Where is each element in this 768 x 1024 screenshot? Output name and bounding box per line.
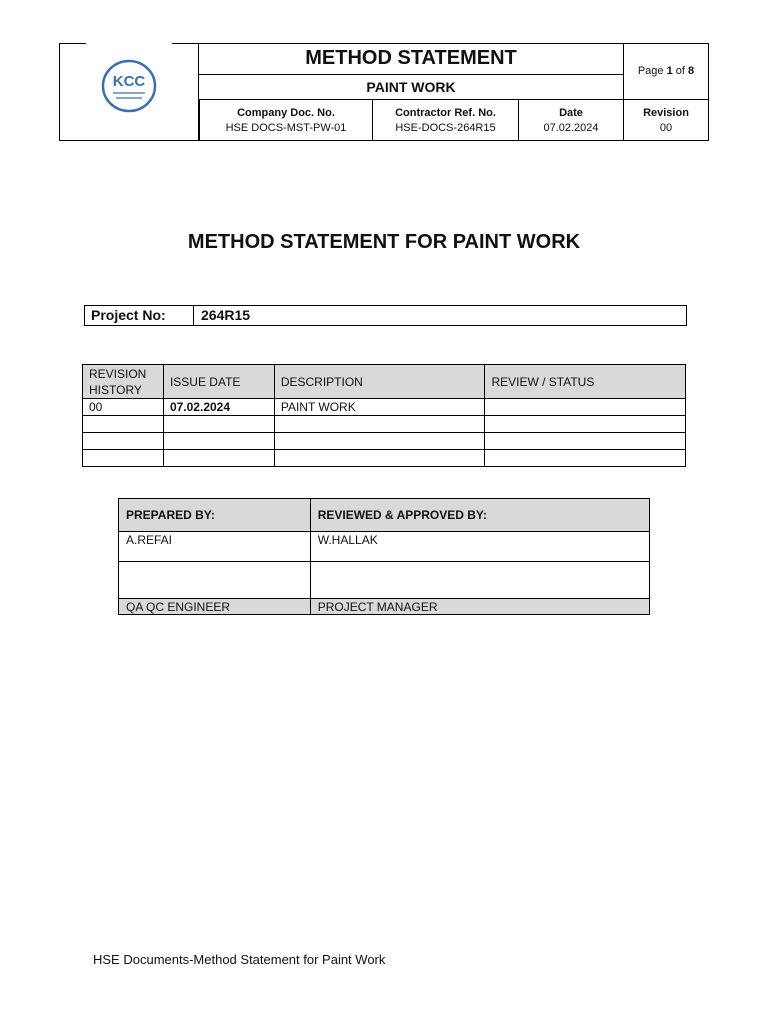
reviewed-by-label: REVIEWED & APPROVED BY: <box>310 499 649 532</box>
signoff-header-row <box>119 499 650 532</box>
table-cell: 00 <box>83 399 164 416</box>
table-row <box>83 433 686 450</box>
prepared-by-role: QA QC ENGINEER <box>119 599 311 615</box>
contractor-ref-label: Contractor Ref. No. <box>395 107 496 119</box>
header-description: DESCRIPTION <box>274 365 485 399</box>
reviewed-signature-cell <box>310 562 649 599</box>
table-cell <box>485 433 686 450</box>
header-issue-date: ISSUE DATE <box>163 365 274 399</box>
table-cell <box>83 450 164 467</box>
header-revision-history: REVISION HISTORY <box>83 365 164 399</box>
page-total: 8 <box>688 65 695 77</box>
table-cell <box>83 433 164 450</box>
table-cell <box>485 450 686 467</box>
date-value: 07.02.2024 <box>543 122 599 134</box>
revision-value: 00 <box>659 122 673 134</box>
table-header-row <box>83 365 686 399</box>
table-row <box>83 416 686 433</box>
document-header <box>59 43 709 141</box>
company-doc-cell <box>199 100 372 140</box>
table-cell <box>163 450 274 467</box>
table-cell: PAINT WORK <box>274 399 485 416</box>
project-divider <box>193 306 194 325</box>
page-prefix: Page <box>637 65 664 77</box>
table-cell <box>83 416 164 433</box>
table-row <box>83 450 686 467</box>
date-label: Date <box>559 107 583 119</box>
header-title: METHOD STATEMENT <box>199 44 623 75</box>
project-number-value: 264R15 <box>201 307 251 323</box>
page-of: of <box>675 65 685 77</box>
contractor-ref-value: HSE-DOCS-264R15 <box>395 122 496 134</box>
logo-text: KCC <box>112 73 146 90</box>
document-title: METHOD STATEMENT FOR PAINT WORK <box>187 231 581 253</box>
page-current: 1 <box>666 65 673 77</box>
table-cell <box>485 399 686 416</box>
company-doc-value: HSE DOCS-MST-PW-01 <box>225 122 347 134</box>
table-cell <box>163 416 274 433</box>
table-cell <box>274 416 485 433</box>
header-subtitle: PAINT WORK <box>199 75 623 100</box>
reviewed-by-name: W.HALLAK <box>310 532 649 562</box>
table-cell <box>274 433 485 450</box>
project-number-box <box>84 305 687 326</box>
table-cell <box>163 433 274 450</box>
project-number-label: Project No: <box>91 307 166 323</box>
signature-row <box>119 562 650 599</box>
company-logo <box>101 59 157 113</box>
table-cell <box>485 416 686 433</box>
revision-label: Revision <box>643 107 689 119</box>
prepared-signature-cell <box>119 562 311 599</box>
prepared-by-name: A.REFAI <box>119 532 311 562</box>
contractor-ref-cell <box>372 100 518 140</box>
reviewed-by-role: PROJECT MANAGER <box>310 599 649 615</box>
table-cell <box>274 450 485 467</box>
header-review-status: REVIEW / STATUS <box>485 365 686 399</box>
signoff-roles-row <box>119 599 650 615</box>
revision-cell <box>623 100 708 140</box>
table-cell: 07.02.2024 <box>163 399 274 416</box>
revision-history-table <box>82 364 686 467</box>
company-doc-label: Company Doc. No. <box>237 107 335 119</box>
signoff-table <box>118 498 650 615</box>
date-cell <box>518 100 623 140</box>
signoff-names-row <box>119 532 650 562</box>
page-indicator <box>623 44 708 100</box>
page-footer: HSE Documents-Method Statement for Paint Work <box>93 952 386 967</box>
logo-cell <box>60 44 199 140</box>
table-row <box>83 399 686 416</box>
prepared-by-label: PREPARED BY: <box>119 499 311 532</box>
